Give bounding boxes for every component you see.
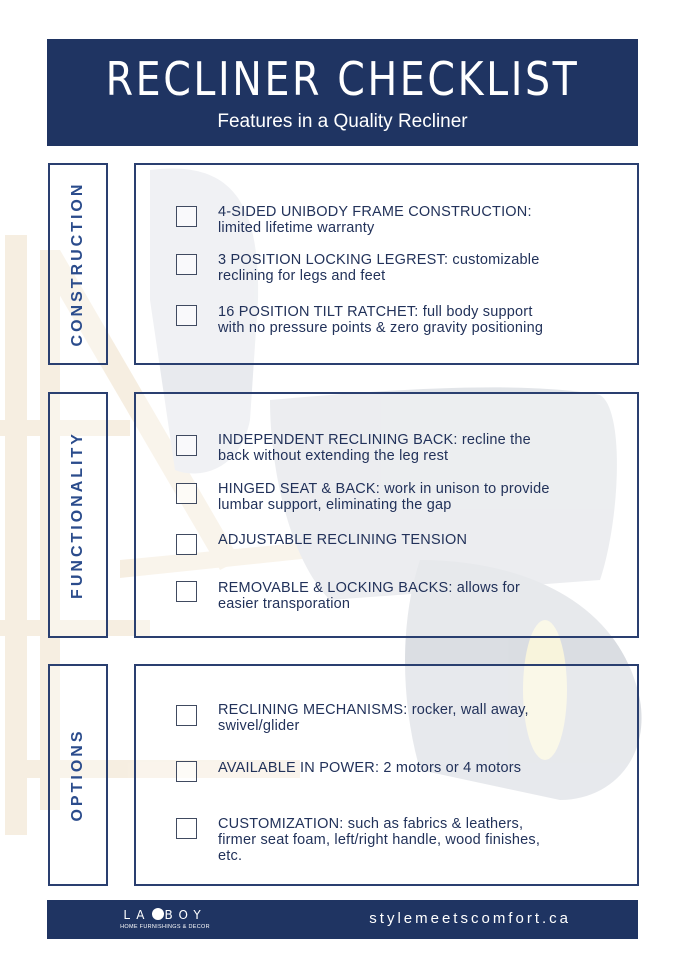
checkbox[interactable] bbox=[176, 254, 197, 275]
checkbox[interactable] bbox=[176, 534, 197, 555]
checklist-box-construction bbox=[134, 163, 639, 365]
page-title: RECLINER CHECKLIST bbox=[105, 52, 580, 106]
section-label-box-functionality bbox=[48, 392, 108, 638]
checkbox[interactable] bbox=[176, 581, 197, 602]
checklist-item-text: 16 POSITION TILT RATCHET: full body support with no pressure points & zero gravity positioning bbox=[218, 304, 544, 336]
checklist-item-text: ADJUSTABLE RECLINING TENSION bbox=[218, 532, 468, 548]
checkbox[interactable] bbox=[176, 818, 197, 839]
header-banner bbox=[47, 39, 638, 146]
checkbox[interactable] bbox=[176, 206, 197, 227]
la-z-boy-logo bbox=[115, 908, 215, 930]
logo-subtitle: HOME FURNISHINGS & DECOR bbox=[120, 924, 210, 930]
logo-text-left: LA bbox=[123, 908, 151, 922]
section-label-construction: CONSTRUCTION bbox=[69, 181, 86, 347]
checklist-item-text: REMOVABLE & LOCKING BACKS: allows for easier transporation bbox=[218, 580, 521, 612]
checklist-item-text: RECLINING MECHANISMS: rocker, wall away, swivel/glider bbox=[218, 702, 529, 734]
website-link[interactable]: stylemeetscomfort.ca bbox=[369, 910, 571, 927]
checklist-item-text: 3 POSITION LOCKING LEGREST: customizable reclining for legs and feet bbox=[218, 252, 540, 284]
logo-z-disc-icon bbox=[152, 908, 164, 920]
checklist-item-text: CUSTOMIZATION: such as fabrics & leathers, firmer seat foam, left/right handle, wood finishes, etc. bbox=[218, 816, 541, 864]
section-label-box-construction bbox=[48, 163, 108, 365]
footer-banner bbox=[47, 900, 638, 939]
checklist-box-functionality bbox=[134, 392, 639, 638]
section-label-functionality: FUNCTIONALITY bbox=[69, 431, 86, 599]
logo-text-right: BOY bbox=[164, 908, 207, 922]
checkbox[interactable] bbox=[176, 705, 197, 726]
section-label-options: OPTIONS bbox=[69, 728, 86, 822]
page-subtitle: Features in a Quality Recliner bbox=[217, 111, 468, 132]
checkbox[interactable] bbox=[176, 435, 197, 456]
checklist-item-text: AVAILABLE IN POWER: 2 motors or 4 motors bbox=[218, 760, 522, 776]
checklist-box-options bbox=[134, 664, 639, 886]
checkbox[interactable] bbox=[176, 761, 197, 782]
checklist-item-text: 4-SIDED UNIBODY FRAME CONSTRUCTION: limited lifetime warranty bbox=[218, 204, 532, 236]
checklist-item-text: HINGED SEAT & BACK: work in unison to provide lumbar support, eliminating the gap bbox=[218, 481, 550, 513]
checkbox[interactable] bbox=[176, 483, 197, 504]
section-label-box-options bbox=[48, 664, 108, 886]
checkbox[interactable] bbox=[176, 305, 197, 326]
checklist-item-text: INDEPENDENT RECLINING BACK: recline the back without extending the leg rest bbox=[218, 432, 531, 464]
